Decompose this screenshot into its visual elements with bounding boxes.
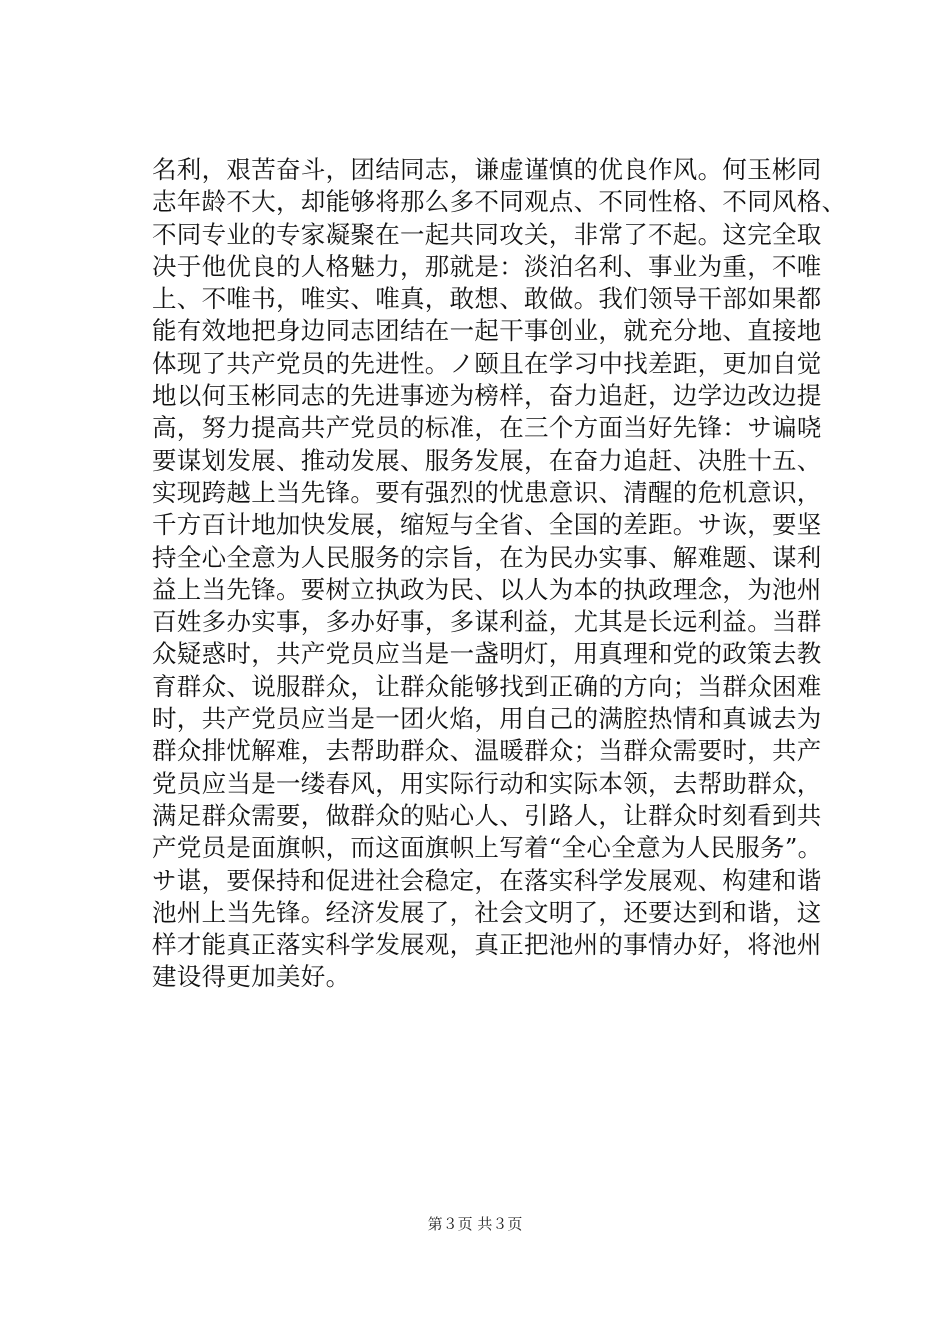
text-line: 实现跨越上当先锋。要有强烈的忧患意识、清醒的危机意识， bbox=[152, 477, 822, 507]
text-line: 时，共产党员应当是一团火焰，用自己的满腔热情和真诚去为 bbox=[152, 704, 822, 734]
text-line: 持全心全意为人民服务的宗旨，在为民办实事、解难题、谋利 bbox=[152, 542, 822, 572]
text-line: 上、不唯书，唯实、唯真，敢想、敢做。我们领导干部如果都 bbox=[152, 284, 822, 314]
text-line: 志年龄不大，却能够将那么多不同观点、不同性格、不同风格、 bbox=[152, 187, 847, 217]
text-line: 决于他优良的人格魅力，那就是：淡泊名利、事业为重，不唯 bbox=[152, 251, 822, 281]
text-line: 样才能真正落实科学发展观，真正把池州的事情办好，将池州 bbox=[152, 930, 822, 960]
text-line: 高，努力提高共产党员的标准，在三个方面当好先锋：サ谝哓 bbox=[152, 413, 822, 443]
text-line: 党员应当是一缕春风，用实际行动和实际本领，去帮助群众， bbox=[152, 768, 822, 798]
text-line: 能有效地把身边同志团结在一起干事创业，就充分地、直接地 bbox=[152, 316, 822, 346]
text-line: 千方百计地加快发展，缩短与全省、全国的差距。サ诙，要坚 bbox=[152, 510, 822, 540]
body-paragraph bbox=[152, 154, 852, 994]
text-line: サ谌，要保持和促进社会稳定，在落实科学发展观、构建和谐 bbox=[152, 865, 822, 895]
text-line: 满足群众需要，做群众的贴心人、引路人，让群众时刻看到共 bbox=[152, 800, 822, 830]
text-line: 名利，艰苦奋斗，团结同志，谦虚谨慎的优良作风。何玉彬同 bbox=[152, 155, 822, 184]
text-line: 群众排忧解难，去帮助群众、温暖群众；当群众需要时，共产 bbox=[152, 736, 822, 766]
text-line: 益上当先锋。要树立执政为民、以人为本的执政理念，为池州 bbox=[152, 574, 822, 604]
text-line: 不同专业的专家凝聚在一起共同攻关，非常了不起。这完全取 bbox=[152, 219, 822, 249]
text-line: 育群众、说服群众，让群众能够找到正确的方向；当群众困难 bbox=[152, 671, 822, 701]
text-line: 众疑惑时，共产党员应当是一盏明灯，用真理和党的政策去教 bbox=[152, 639, 822, 669]
text-line: 地以何玉彬同志的先进事迹为榜样，奋力追赶，边学边改边提 bbox=[152, 381, 822, 411]
text-line: 建设得更加美好。 bbox=[152, 962, 351, 992]
text-line: 体现了共产党员的先进性。ノ颐且在学习中找差距，更加自觉 bbox=[152, 348, 822, 378]
page-number-footer: 第３页 共３页 bbox=[427, 1215, 523, 1233]
text-line: 产党员是面旗帜，而这面旗帜上写着“全心全意为人民服务”。 bbox=[152, 833, 823, 863]
text-line: 池州上当先锋。经济发展了，社会文明了，还要达到和谐，这 bbox=[152, 897, 822, 927]
text-line: 百姓多办实事，多办好事，多谋利益，尤其是长远利益。当群 bbox=[152, 607, 822, 637]
text-line: 要谋划发展、推动发展、服务发展，在奋力追赶、决胜十五、 bbox=[152, 445, 822, 475]
